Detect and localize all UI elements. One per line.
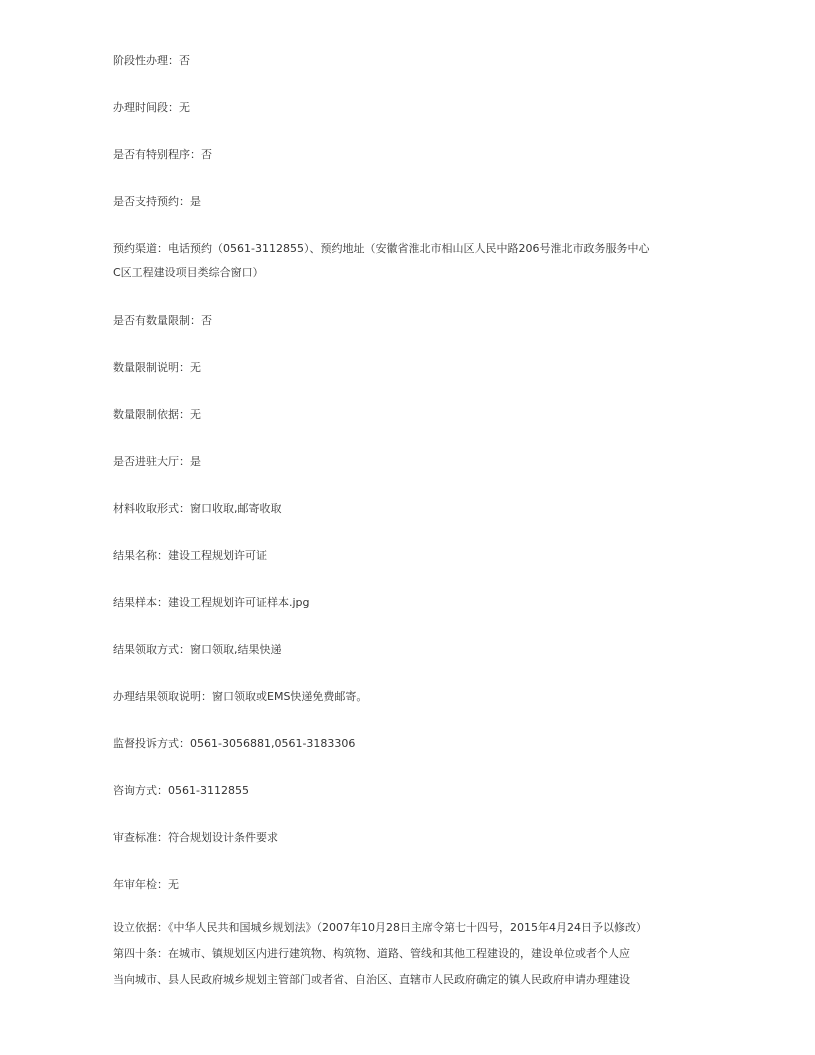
field-result-pickup: 结果领取方式：窗口领取,结果快递 <box>113 643 282 656</box>
field-review-standard: 审查标准：符合规划设计条件要求 <box>113 831 278 844</box>
field-quantity-limit-note: 数量限制说明：无 <box>113 361 201 374</box>
field-quantity-limit: 是否有数量限制：否 <box>113 314 212 327</box>
field-inquiry-contact: 咨询方式：0561-3112855 <box>113 784 249 797</box>
field-result-name: 结果名称：建设工程规划许可证 <box>113 549 267 562</box>
field-legal-basis-text: 第四十条：在城市、镇规划区内进行建筑物、构筑物、道路、管线和其他工程建设的，建设单位或者个人应 <box>113 947 630 960</box>
field-legal-basis-text-cont: 当向城市、县人民政府城乡规划主管部门或者省、自治区、直辖市人民政府确定的镇人民政府申请办理建设 <box>113 973 630 986</box>
field-staged-processing: 阶段性办理：否 <box>113 54 190 67</box>
field-annual-review: 年审年检：无 <box>113 878 179 891</box>
field-appointment-support: 是否支持预约：是 <box>113 195 201 208</box>
field-special-procedure: 是否有特别程序：否 <box>113 148 212 161</box>
field-complaint-contact: 监督投诉方式：0561-3056881,0561-3183306 <box>113 737 356 750</box>
field-in-hall: 是否进驻大厅：是 <box>113 455 201 468</box>
field-material-collection: 材料收取形式：窗口收取,邮寄收取 <box>113 502 282 515</box>
field-appointment-channel: 预约渠道：电话预约（0561-3112855）、预约地址（安徽省淮北市相山区人民中路206号淮北市政务服务中心 <box>113 242 650 255</box>
field-quantity-limit-basis: 数量限制依据：无 <box>113 408 201 421</box>
field-processing-period: 办理时间段：无 <box>113 101 190 114</box>
field-legal-basis: 设立依据：《中华人民共和国城乡规划法》（2007年10月28日主席令第七十四号，2015年4月24日予以修改） <box>113 921 647 934</box>
field-result-pickup-note: 办理结果领取说明：窗口领取或EMS快递免费邮寄。 <box>113 690 368 703</box>
field-result-sample: 结果样本：建设工程规划许可证样本.jpg <box>113 596 310 609</box>
field-appointment-channel-cont: C区工程建设项目类综合窗口） <box>113 266 264 279</box>
